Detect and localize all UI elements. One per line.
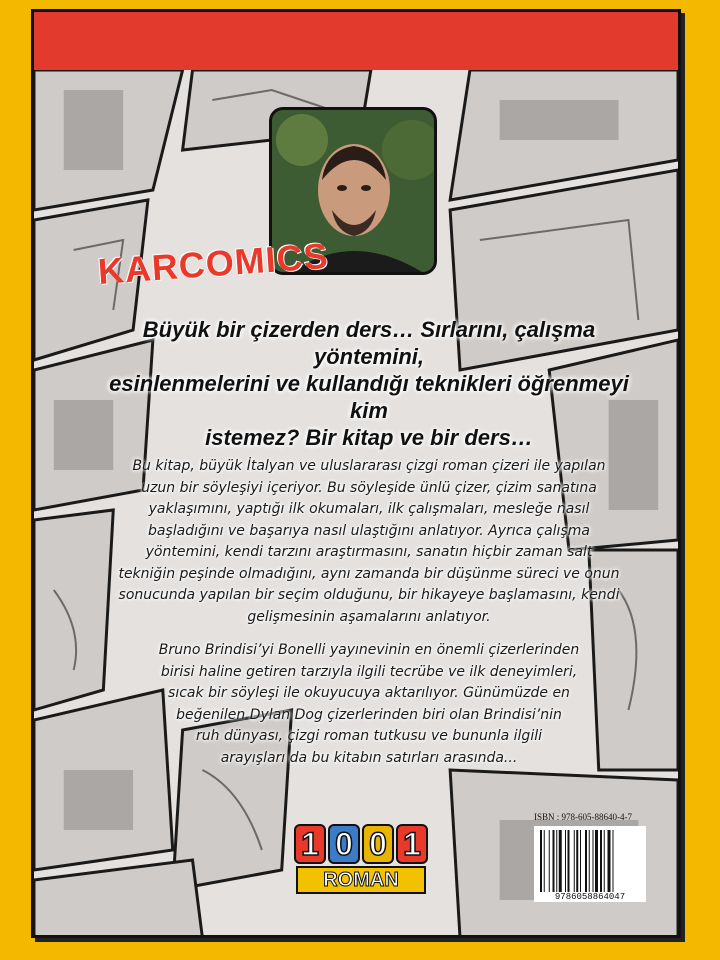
intro-line: istemez? Bir kitap ve bir ders… <box>205 425 533 450</box>
karcomics-logo-text: KARCOMICS <box>96 234 330 292</box>
publisher-digit: 0 <box>328 824 360 864</box>
paragraph-line: Bu kitap, büyük İtalyan ve uluslararası çizgi roman çizeri ile yapılan <box>132 458 606 474</box>
paragraph-line: gelişmesinin aşamalarını anlatıyor. <box>247 608 491 625</box>
paragraph-line: Bruno Brindisi’yi Bonelli yayınevinin en önemli çizerlerinden <box>158 642 580 658</box>
publisher-digit: 1 <box>396 824 428 864</box>
description-paragraph-2 <box>82 640 656 769</box>
description-paragraph-1 <box>82 456 656 628</box>
paragraph-line: uzun bir söyleşiyi içeriyor. Bu söyleşide ünlü çizer, çizim sanatına <box>141 479 597 496</box>
isbn-label: ISBN : 978-605-88640-4-7 <box>534 812 632 822</box>
paragraph-line: yaklaşımını, yaptığı ilk okumaları, ilk çalışmaları, mesleğe nasıl <box>148 501 590 517</box>
top-red-band <box>34 12 678 70</box>
paragraph-line: sıcak bir söyleşi ile okuyucuya aktarılıyor. Günümüzde en <box>168 685 570 701</box>
barcode-number: 9786058864047 <box>534 892 646 902</box>
paragraph-line: birisi haline getiren tarzıyla ilgili tecrübe ve ilk deneyimleri, <box>160 663 578 680</box>
paragraph-line: yöntemini, kendi tarzını araştırmasını, sanatın hiçbir zaman salt <box>145 544 593 560</box>
publisher-digit: 1 <box>294 824 326 864</box>
book-back-cover <box>31 9 681 938</box>
publisher-word: ROMAN <box>296 866 426 894</box>
publisher-digit: 0 <box>362 824 394 864</box>
paragraph-line: sonucunda yapılan bir seçim olduğunu, bir hikayeye başlamasını, kendi <box>118 587 620 603</box>
intro-line: Büyük bir çizerden ders… Sırlarını, çalışma yöntemini, <box>142 317 596 369</box>
paragraph-line: arayışları da bu kitabın satırları arasında... <box>220 749 518 766</box>
publisher-logo-1001-roman <box>292 824 430 900</box>
publisher-number <box>292 824 430 866</box>
paragraph-line: başladığını ve başarıya nasıl ulaştığını anlatıyor. Ayrıca çalışma <box>148 522 590 539</box>
barcode-image <box>534 826 646 902</box>
karcomics-logo <box>96 234 348 307</box>
paragraph-line: ruh dünyası, çizgi roman tutkusu ve bununla ilgili <box>196 728 542 744</box>
intro-tagline <box>89 316 649 451</box>
paragraph-line: tekniğin peşinde olmadığını, aynı zamanda bir düşünme süreci ve onun <box>118 565 620 582</box>
intro-line: esinlenmelerini ve kullandığı teknikleri öğrenmeyi kim <box>109 371 629 423</box>
paragraph-line: beğenilen Dylan Dog çizerlerinden biri olan Brindisi’nin <box>176 706 562 723</box>
